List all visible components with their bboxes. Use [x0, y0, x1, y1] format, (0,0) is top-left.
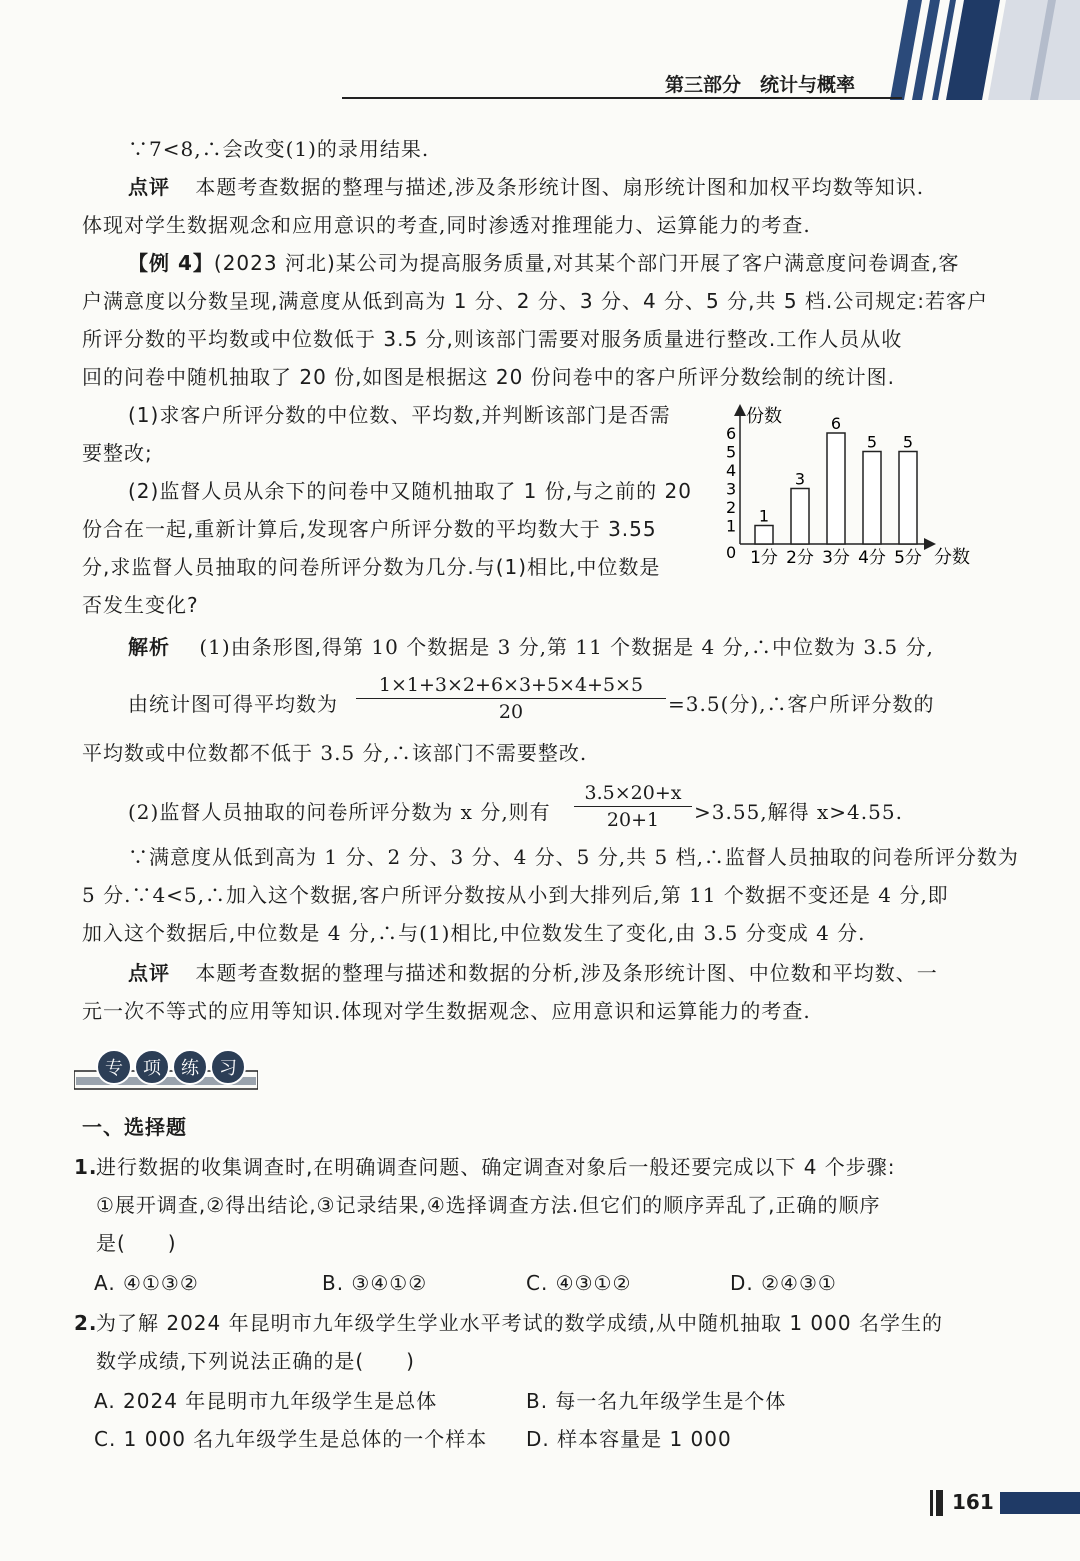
comment-text: 本题考查数据的整理与描述和数据的分析,涉及条形统计图、中位数和平均数、一 — [195, 961, 938, 985]
solution-label: 解析 — [128, 635, 170, 659]
page-number-marker — [930, 1490, 944, 1516]
exercise-heading: 一、选择题 — [82, 1115, 187, 1139]
x-tick-label: 1分 — [750, 548, 778, 568]
comment-line — [128, 168, 924, 206]
fraction-numerator: 1×1+3×2+6×3+5×4+5×5 — [378, 674, 644, 696]
bar-value-label: 3 — [794, 469, 806, 489]
y-tick-label: 2 — [726, 498, 737, 517]
question-line: (2)监督人员从余下的问卷中又随机抽取了 1 份,与之前的 20 — [128, 479, 692, 503]
solution-text: (1)由条形图,得第 10 个数据是 3 分,第 11 个数据是 4 分,∴中位数为 3.5 分, — [199, 635, 934, 659]
text-line: ∵7<8,∴会改变(1)的录用结果. — [128, 137, 430, 161]
option-a: A. ④①③② — [94, 1271, 199, 1295]
badge-char: 习 — [219, 1058, 237, 1079]
y-tick-label: 6 — [726, 424, 737, 443]
bar — [827, 433, 845, 544]
x-tick-label: 2分 — [786, 548, 814, 568]
bar-chart — [716, 400, 978, 576]
fraction-denominator: 20 — [498, 701, 524, 723]
question-text: 数学成绩,下列说法正确的是( ) — [96, 1349, 415, 1373]
solution-line: (2)监督人员抽取的问卷所评分数为 x 分,则有 — [128, 800, 551, 824]
header-title: 第三部分 统计与概率 — [665, 74, 856, 96]
comment-label: 点评 — [128, 175, 170, 199]
question-line: 否发生变化? — [82, 593, 199, 617]
bar-value-label: 6 — [830, 414, 842, 433]
fraction-denominator: 20+1 — [606, 809, 660, 831]
option-b: B. 每一名九年级学生是个体 — [526, 1389, 787, 1413]
option-c: C. ④③①② — [526, 1271, 632, 1295]
option-d: D. ②④③① — [730, 1271, 837, 1295]
text-line: 所评分数的平均数或中位数低于 3.5 分,则该部门需要对服务质量进行整改.工作人员从收 — [82, 327, 903, 351]
bar-value-label: 1 — [758, 506, 770, 526]
badge-char: 专 — [105, 1058, 123, 1079]
text-line: 户满意度以分数呈现,满意度从低到高为 1 分、2 分、3 分、4 分、5 分,共 5 档.公司规定:若客户 — [82, 289, 989, 313]
question-text: ①展开调查,②得出结论,③记录结果,④选择调查方法.但它们的顺序弄乱了,正确的顺序 — [96, 1193, 881, 1217]
section-badge — [74, 1047, 258, 1091]
fraction-inequality — [574, 782, 692, 831]
question-line: (1)求客户所评分数的中位数、平均数,并判断该部门是否需 — [128, 403, 671, 427]
option-c: C. 1 000 名九年级学生是总体的一个样本 — [94, 1427, 488, 1451]
solution-line — [128, 628, 934, 666]
example-label: 【例 4】 — [128, 251, 214, 275]
origin-label: 0 — [726, 543, 737, 562]
example-line — [128, 244, 959, 282]
bar — [863, 452, 881, 545]
solution-line: ∵满意度从低到高为 1 分、2 分、3 分、4 分、5 分,共 5 档,∴监督人员抽取的问卷所评分数为 — [128, 845, 1019, 869]
bar-value-label: 5 — [866, 432, 878, 452]
option-a: A. 2024 年昆明市九年级学生是总体 — [94, 1389, 438, 1413]
comment-line — [128, 954, 938, 992]
question-text: 是( ) — [96, 1231, 177, 1255]
x-tick-label: 4分 — [858, 548, 886, 568]
y-tick-label: 1 — [726, 516, 737, 536]
question-number: 2. — [74, 1311, 98, 1335]
badge-char: 项 — [143, 1058, 161, 1079]
header-rule — [342, 97, 902, 99]
option-d: D. 样本容量是 1 000 — [526, 1427, 732, 1451]
fraction-bar — [574, 806, 692, 807]
question-number: 1. — [74, 1155, 98, 1179]
footer-bar — [1000, 1492, 1080, 1514]
header-stripes-decoration — [880, 0, 1080, 100]
badge-char: 练 — [181, 1058, 199, 1079]
bar — [899, 452, 917, 545]
option-b: B. ③④①② — [322, 1271, 428, 1295]
solution-line: >3.55,解得 x>4.55. — [694, 800, 903, 824]
solution-line: 加入这个数据后,中位数是 4 分,∴与(1)相比,中位数发生了变化,由 3.5 分变成 4 分. — [82, 921, 866, 945]
y-tick-label: 5 — [726, 442, 737, 462]
example-text: (2023 河北)某公司为提高服务质量,对其某个部门开展了客户满意度问卷调查,客 — [213, 251, 960, 275]
x-tick-label: 3分 — [822, 548, 850, 568]
solution-line: 平均数或中位数都不低于 3.5 分,∴该部门不需要整改. — [82, 741, 588, 765]
comment-line: 元一次不等式的应用等知识.体现对学生数据观念、应用意识和运算能力的考查. — [82, 999, 811, 1023]
bar — [791, 489, 809, 545]
bar-value-label: 5 — [902, 432, 914, 452]
solution-line: =3.5(分),∴客户所评分数的 — [668, 692, 935, 716]
y-axis-label: 份数 — [746, 406, 782, 427]
fraction-numerator: 3.5×20+x — [584, 782, 682, 804]
comment-label: 点评 — [128, 961, 170, 985]
x-tick-label: 5分 — [894, 548, 922, 568]
fraction-mean — [356, 674, 666, 723]
solution-line: 5 分.∵4<5,∴加入这个数据,客户所评分数按从小到大排列后,第 11 个数据不变还是 4 分,即 — [82, 883, 949, 907]
question-line: 分,求监督人员抽取的问卷所评分数为几分.与(1)相比,中位数是 — [82, 555, 661, 579]
x-axis-label: 分数 — [934, 547, 970, 568]
y-tick-label: 4 — [726, 461, 737, 480]
bar — [755, 526, 773, 545]
solution-line: 由统计图可得平均数为 — [128, 692, 338, 716]
page-number: 161 — [952, 1490, 994, 1514]
fraction-bar — [356, 698, 666, 699]
question-text: 为了解 2024 年昆明市九年级学生学业水平考试的数学成绩,从中随机抽取 1 000 名学生的 — [96, 1311, 943, 1335]
text-line: 体现对学生数据观念和应用意识的考查,同时渗透对推理能力、运算能力的考查. — [82, 213, 811, 237]
y-tick-label: 3 — [726, 479, 737, 499]
question-text: 进行数据的收集调查时,在明确调查问题、确定调查对象后一般还要完成以下 4 个步骤: — [96, 1155, 896, 1179]
text-line: 回的问卷中随机抽取了 20 份,如图是根据这 20 份问卷中的客户所评分数绘制的统计图. — [82, 365, 896, 389]
comment-text: 本题考查数据的整理与描述,涉及条形统计图、扇形统计图和加权平均数等知识. — [195, 175, 925, 199]
question-line: 份合在一起,重新计算后,发现客户所评分数的平均数大于 3.55 — [82, 517, 657, 541]
question-line: 要整改; — [82, 441, 153, 465]
